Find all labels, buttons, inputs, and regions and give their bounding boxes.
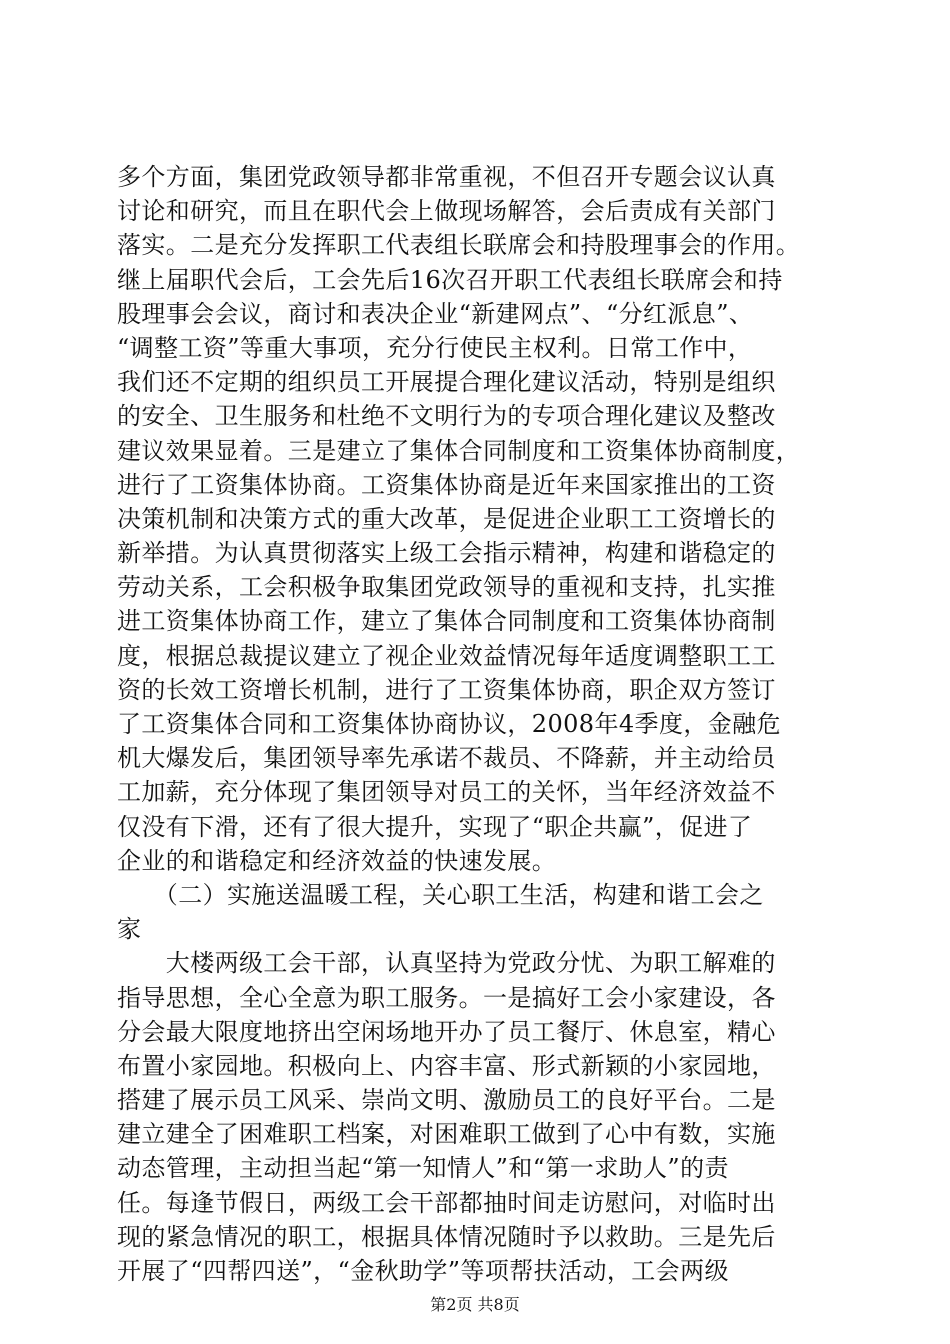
- text-line: 仅没有下滑，还有了很大提升，实现了“职企共赢”，促进了: [117, 812, 753, 841]
- text-line: 机大爆发后，集团领导率先承诺不裁员、不降薪，并主动给员: [117, 744, 776, 773]
- text-line: 分会最大限度地挤出空闲场地开办了员工餐厅、休息室，精心: [117, 1017, 776, 1046]
- text-line: 股理事会会议，商讨和表决企业“新建网点”、“分红派息”、: [117, 299, 754, 328]
- text-line: 指导思想，全心全意为职工服务。一是搞好工会小家建设，各: [117, 983, 776, 1012]
- text-line: 新举措。为认真贯彻落实上级工会指示精神，构建和谐稳定的: [117, 539, 776, 568]
- text-line: 进工资集体协商工作，建立了集体合同制度和工资集体协商制: [117, 607, 776, 636]
- text-line: 建立建全了困难职工档案，对困难职工做到了心中有数，实施: [117, 1120, 776, 1149]
- text-line: 布置小家园地。积极向上、内容丰富、形式新颖的小家园地，: [117, 1051, 776, 1080]
- text-line: 开展了“四帮四送”，“金秋助学”等项帮扶活动，工会两级: [117, 1257, 729, 1285]
- text-line: 动态管理，主动担当起“第一知情人”和“第一求助人”的责: [117, 1154, 729, 1183]
- page-footer: 第2页 共8页: [430, 1295, 520, 1314]
- text-line: 建议效果显着。三是建立了集体合同制度和工资集体协商制度，: [117, 436, 801, 465]
- text-line: 的安全、卫生服务和杜绝不文明行为的专项合理化建议及整改: [117, 402, 776, 431]
- text-line: 进行了工资集体协商。工资集体协商是近年来国家推出的工资: [117, 470, 776, 499]
- text-line: 我们还不定期的组织员工开展提合理化建议活动，特别是组织: [117, 368, 776, 397]
- text-line: 讨论和研究，而且在职代会上做现场解答，会后责成有关部门: [117, 197, 776, 226]
- text-line: 劳动关系，工会积极争取集团党政领导的重视和支持，扎实推: [117, 573, 776, 602]
- text-line: 搭建了展示员工风采、崇尚文明、激励员工的良好平台。二是: [117, 1086, 776, 1115]
- text-line: 了工资集体合同和工资集体协商协议，2008年4季度，金融危: [117, 710, 781, 738]
- text-line: 工加薪，充分体现了集团领导对员工的关怀，当年经济效益不: [117, 778, 776, 807]
- text-line: 决策机制和决策方式的重大改革，是促进企业职工工资增长的: [117, 504, 776, 533]
- text-line: 资的长效工资增长机制，进行了工资集体协商，职企双方签订: [117, 675, 776, 704]
- text-line: 家: [117, 915, 142, 944]
- text-line: 企业的和谐稳定和经济效益的快速发展。: [117, 846, 557, 875]
- text-line: 度，根据总裁提议建立了视企业效益情况每年适度调整职工工: [117, 641, 776, 670]
- text-line: 大楼两级工会干部，认真坚持为党政分忧、为职工解难的: [117, 949, 776, 978]
- text-line: “调整工资”等重大事项，充分行使民主权利。日常工作中，: [117, 333, 753, 362]
- text-line: 多个方面，集团党政领导都非常重视，不但召开专题会议认真: [117, 163, 776, 191]
- text-line: 现的紧急情况的职工，根据具体情况随时予以救助。三是先后: [117, 1222, 776, 1251]
- text-line: （二）实施送温暖工程，关心职工生活，构建和谐工会之: [117, 880, 764, 909]
- text-line: 落实。二是充分发挥职工代表组长联席会和持股理事会的作用。: [117, 231, 801, 260]
- body-text: [117, 160, 837, 1288]
- text-line: 任。每逢节假日，两级工会干部都抽时间走访慰问，对临时出: [117, 1188, 776, 1217]
- text-line: 继上届职代会后，工会先后16次召开职工代表组长联席会和持: [117, 265, 783, 294]
